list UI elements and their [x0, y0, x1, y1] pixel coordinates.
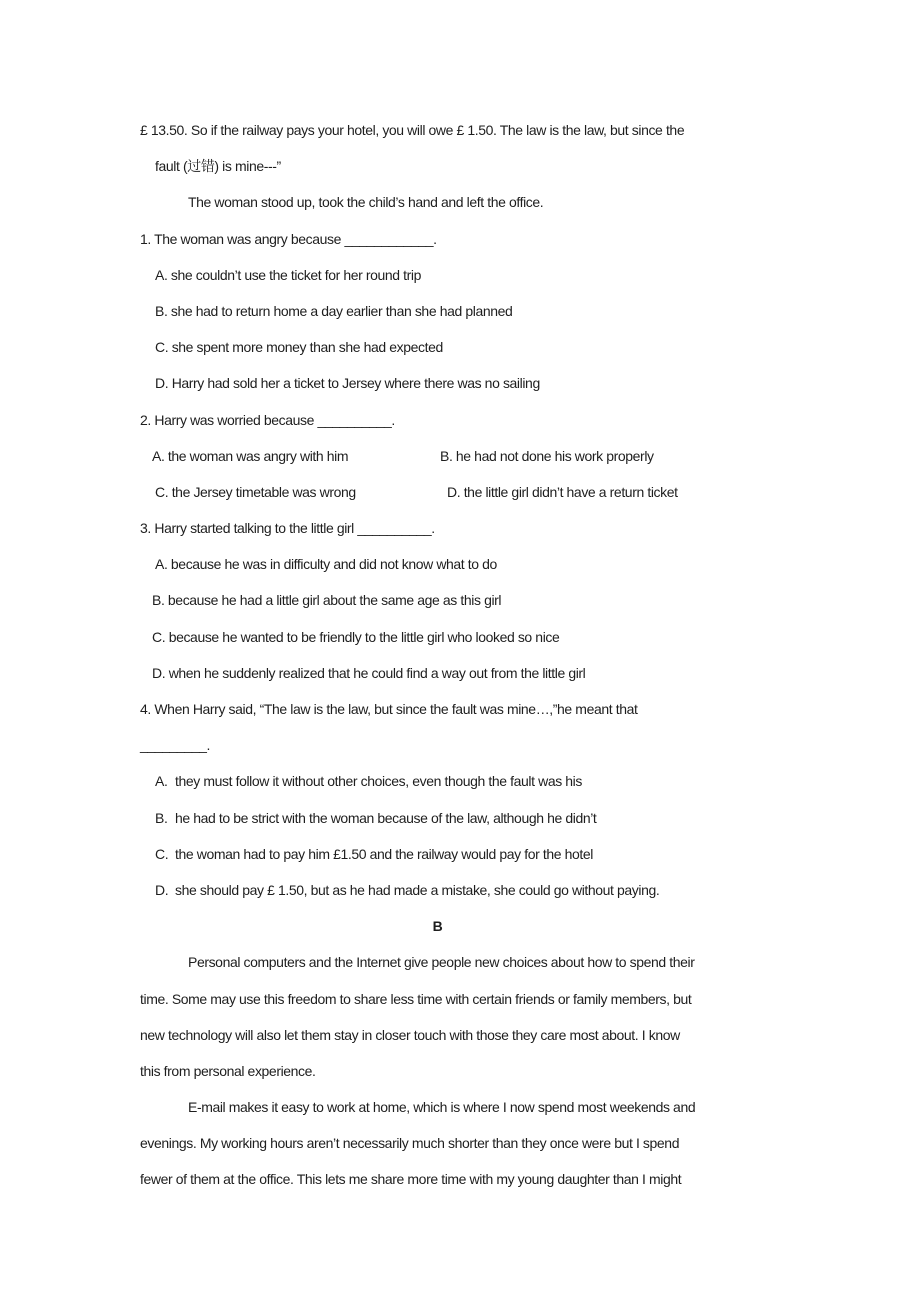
question-2-options-row-1 [140, 438, 800, 474]
question-1-option-d: D. Harry had sold her a ticket to Jersey where there was no sailing [155, 375, 540, 392]
question-2-option-b: B. he had not done his work properly [440, 447, 654, 464]
question-3-option-c: C. because he wanted to be friendly to the little girl who looked so nice [152, 628, 560, 645]
passage-b-para-2-line-1: E-mail makes it easy to work at home, which is where I now spend most weekends and [188, 1099, 696, 1116]
passage-a-line-2: fault (过错) is mine---” [155, 158, 281, 175]
question-4-option-b-letter: B. [155, 809, 168, 826]
question-1-stem: 1. The woman was angry because ____________. [140, 230, 437, 247]
question-4-option-c-text: the woman had to pay him £1.50 and the railway would pay for the hotel [175, 845, 593, 862]
question-4-option-b [140, 800, 800, 836]
question-4-option-c-letter: C. [155, 845, 169, 862]
passage-b-para-2-line-2: evenings. My working hours aren’t necessarily much shorter than they once were but I spend [140, 1135, 680, 1152]
question-2-options-row-2 [140, 474, 800, 510]
question-3-option-d: D. when he suddenly realized that he could find a way out from the little girl [152, 664, 586, 681]
question-4-option-d [140, 872, 800, 908]
passage-b-para-2-line-3: fewer of them at the office. This lets me share more time with my young daughter than I might [140, 1171, 682, 1188]
question-2-option-d: D. the little girl didn’t have a return ticket [447, 483, 678, 500]
question-3-stem: 3. Harry started talking to the little girl __________. [140, 520, 435, 537]
question-4-option-b-text: he had to be strict with the woman because of the law, although he didn’t [175, 809, 597, 826]
passage-b-para-1-line-4: this from personal experience. [140, 1062, 316, 1079]
passage-b-para-1-line-3: new technology will also let them stay in closer touch with those they care most about. I know [140, 1026, 680, 1043]
passage-a-line-1: £ 13.50. So if the railway pays your hotel, you will owe £ 1.50. The law is the law, but since the [140, 122, 685, 138]
passage-a-line-3: The woman stood up, took the child’s hand and left the office. [188, 194, 544, 211]
passage-b-para-1-line-2: time. Some may use this freedom to share less time with certain friends or family members, but [140, 990, 692, 1007]
question-2-stem: 2. Harry was worried because __________. [140, 411, 395, 428]
question-4-option-d-text: she should pay £ 1.50, but as he had made a mistake, she could go without paying. [175, 881, 660, 898]
question-2-option-a: A. the woman was angry with him [152, 447, 349, 464]
question-1-option-b: B. she had to return home a day earlier than she had planned [155, 302, 513, 319]
section-b-heading: B [432, 918, 443, 935]
question-4-option-d-letter: D. [155, 881, 169, 898]
question-4-option-a-letter: A. [155, 773, 168, 790]
question-4-option-a-text: they must follow it without other choices, even though the fault was his [175, 773, 582, 790]
passage-b-para-1-line-1: Personal computers and the Internet give people new choices about how to spend their [188, 954, 695, 971]
question-2-option-c: C. the Jersey timetable was wrong [155, 483, 356, 500]
question-4-option-c [140, 836, 800, 872]
question-1-option-c: C. she spent more money than she had expected [155, 339, 443, 356]
question-3-option-a: A. because he was in difficulty and did not know what to do [155, 556, 497, 573]
question-4-option-a [140, 763, 800, 799]
document-content [140, 112, 800, 1198]
question-3-option-b: B. because he had a little girl about the same age as this girl [152, 592, 502, 609]
question-4-stem-line-2: _________. [140, 737, 210, 754]
question-4-stem-line-1: 4. When Harry said, “The law is the law, but since the fault was mine…,”he meant that [140, 701, 638, 717]
question-1-option-a: A. she couldn’t use the ticket for her round trip [155, 266, 421, 283]
